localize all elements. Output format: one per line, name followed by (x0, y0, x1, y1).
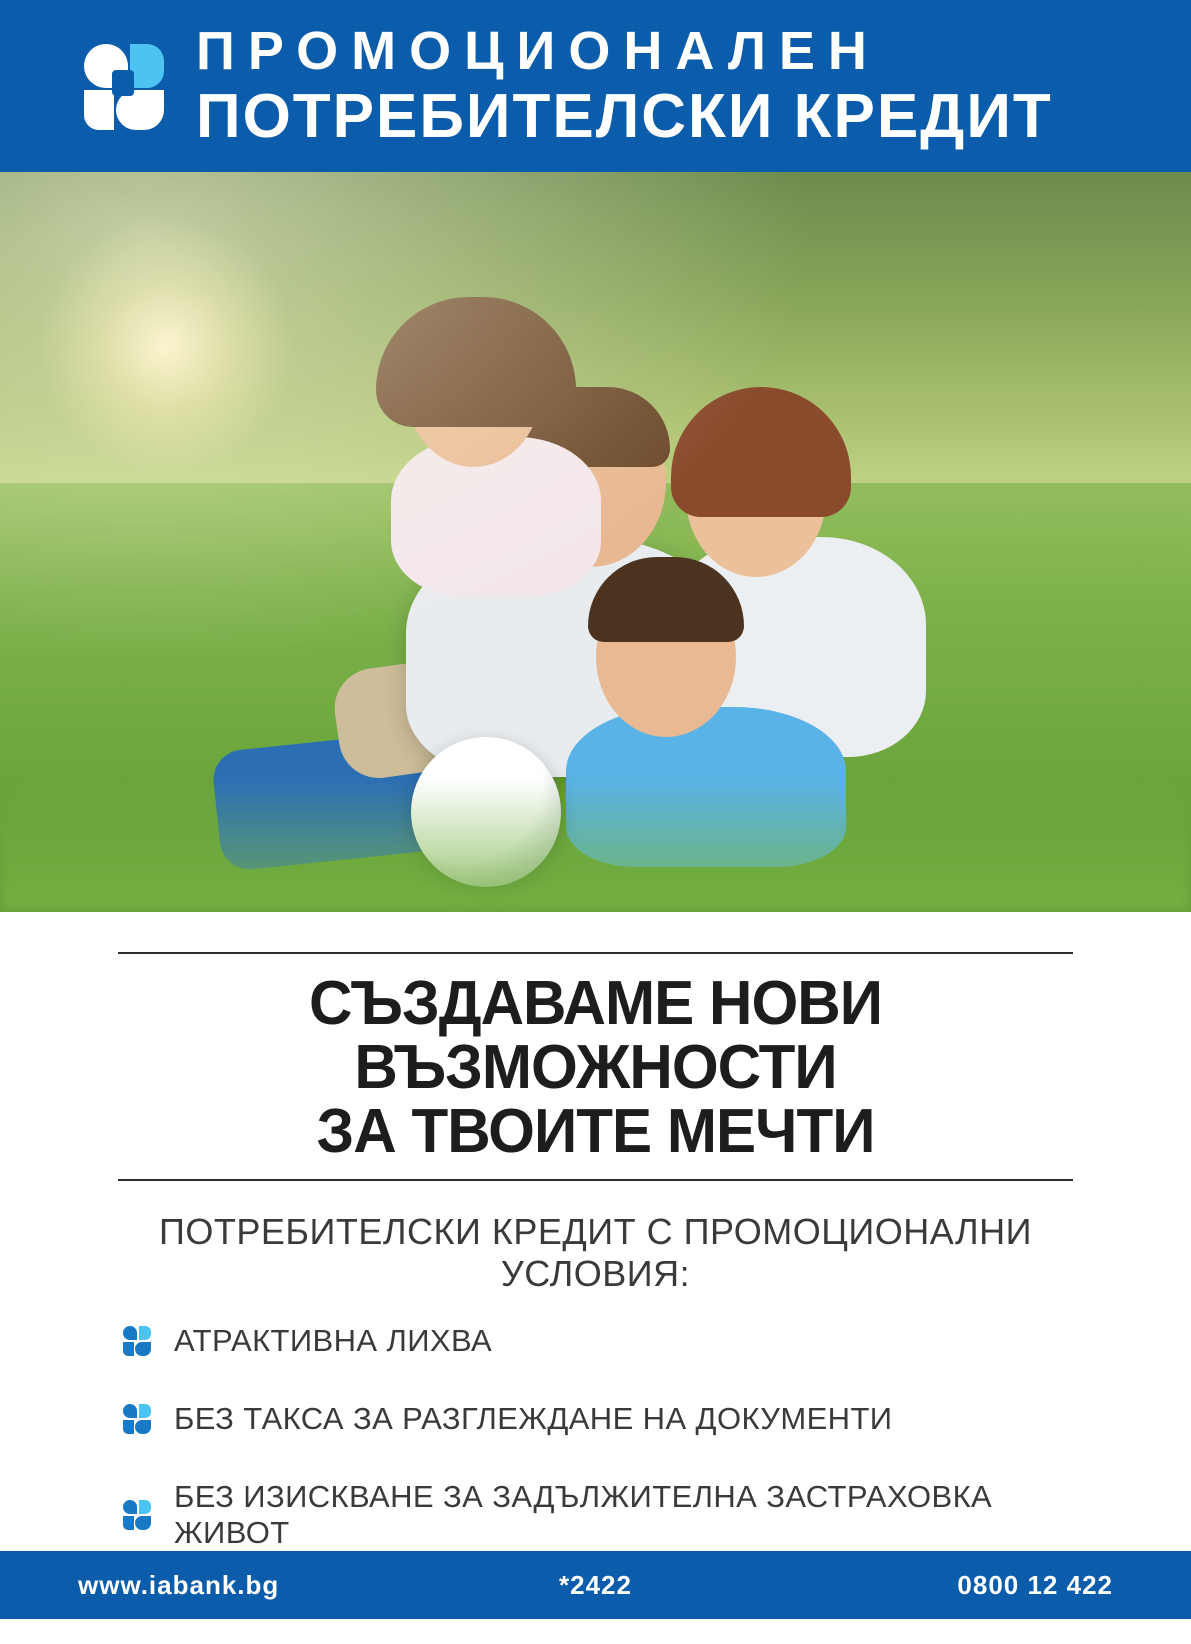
poster-footer (0, 1551, 1191, 1619)
iabank-bullet-icon (122, 1404, 152, 1434)
subheadline: ПОТРЕБИТЕЛСКИ КРЕДИТ С ПРОМОЦИОНАЛНИ УСЛОВИЯ: (159, 1211, 1032, 1295)
list-item (122, 1323, 1073, 1359)
poster-content (0, 912, 1191, 1552)
headline-line1: СЪЗДАВАМЕ НОВИ ВЪЗМОЖНОСТИ (309, 968, 882, 1102)
header-title-line2: ПОТРЕБИТЕЛСКИ КРЕДИТ (196, 81, 1053, 151)
page-title (132, 954, 1058, 1180)
hero-image (0, 172, 1191, 912)
footer-bottom-spacer (0, 1619, 1191, 1644)
header-title-block (196, 20, 1053, 151)
benefit-label: БЕЗ ТАКСА ЗА РАЗГЛЕЖДАНЕ НА ДОКУМЕНТИ (174, 1401, 893, 1437)
header-title-line1: ПРОМОЦИОНАЛЕН (196, 20, 880, 81)
list-item (122, 1479, 1073, 1551)
footer-phone[interactable]: 0800 12 422 (957, 1569, 1113, 1600)
headline-line2: ЗА ТВОИТЕ МЕЧТИ (316, 1096, 875, 1166)
benefit-label: АТРАКТИВНА ЛИХВА (174, 1323, 493, 1359)
iabank-bullet-icon (122, 1326, 152, 1356)
hero-foreground-grass (0, 779, 1191, 912)
list-item (122, 1401, 1073, 1437)
poster-header (0, 0, 1191, 172)
footer-short-number[interactable]: *2422 (559, 1569, 632, 1600)
benefits-list (118, 1323, 1073, 1551)
benefit-label: БЕЗ ИЗИСКВАНЕ ЗА ЗАДЪЛЖИТЕЛНА ЗАСТРАХОВКА ЖИВОТ (174, 1479, 993, 1551)
iabank-logo-icon (78, 40, 170, 132)
footer-website[interactable]: www.iabank.bg (78, 1569, 280, 1600)
iabank-bullet-icon (122, 1500, 152, 1530)
